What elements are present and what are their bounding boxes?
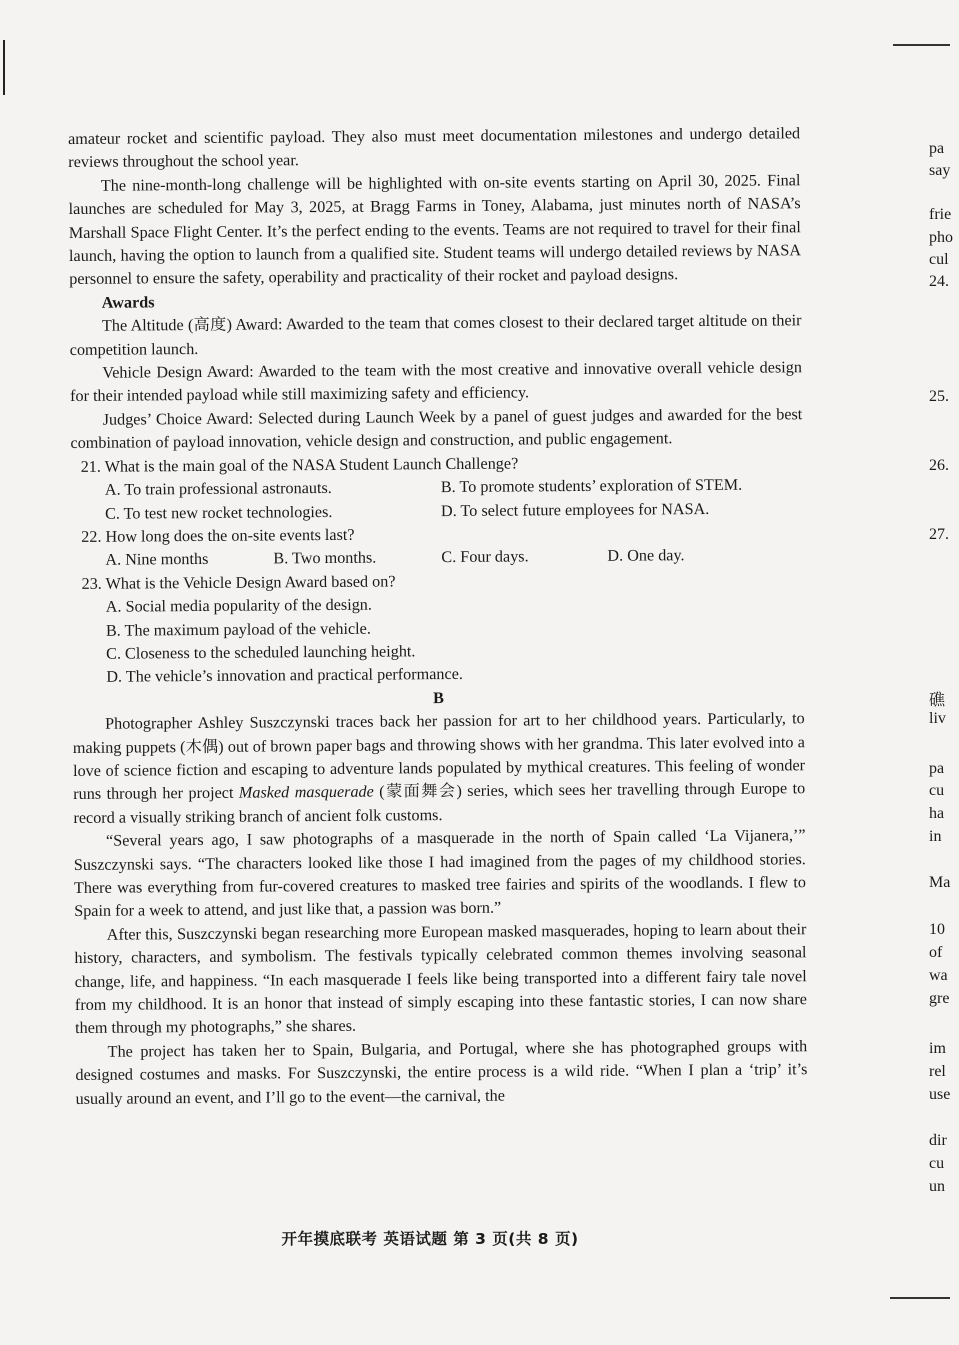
- margin-fragment: use: [929, 1086, 951, 1103]
- margin-fragment: of: [929, 944, 943, 961]
- page-content: [68, 122, 808, 1111]
- passage-a-paragraph: The nine-month-long challenge will be highlighted with on-site events starting on April 30, 2025. Final launches are scheduled for May 3, 2025, at Bragg Farms in Toney, Alabama, just minutes north of NASA’s Marshall Space Flight Center. It’s the perfect ending to the events. Teams are not required to travel for their final launch, having the option to launch from a qualified site. Student teams will undergo detailed reviews by NASA personnel to ensure the safety, operability and practicality of their rocket and payload designs.: [68, 171, 802, 289]
- option-b: B. The maximum payload of the vehicle.: [105, 619, 371, 640]
- margin-fragment: ha: [929, 805, 945, 822]
- margin-fragment: pa: [929, 140, 945, 157]
- option-b: B. Two months.: [273, 548, 377, 568]
- margin-fragment: cu: [929, 782, 945, 799]
- question-23: [71, 567, 804, 690]
- question-21: [71, 450, 804, 526]
- option-a: A. Social media popularity of the design.: [105, 595, 372, 616]
- series-title: Masked masquerade: [238, 782, 374, 803]
- margin-fragment: dir: [929, 1132, 947, 1149]
- award-altitude: The Altitude (高度) Award: Awarded to the team that comes closest to their declared target altitude on their competition launch.: [69, 311, 802, 359]
- passage-b-text: (蒙面舞会) series, which sees her travelling through Europe to record a visually striking branch of ancient folk customs.: [73, 779, 806, 827]
- margin-fragment: 礁: [929, 692, 946, 709]
- margin-fragment: liv: [929, 710, 946, 727]
- passage-b-paragraph: The project has taken her to Spain, Bulgaria, and Portugal, where she has photographed groups with designed costumes and masks. For Suszczynski, the entire process is a wild ride. “When I plan a ‘trip’ it’s usually around an event, and I’ll go to the event—the carnival, the: [75, 1037, 808, 1108]
- margin-fragment: cul: [929, 251, 949, 268]
- scan-edge-mark: [3, 40, 5, 95]
- option-c: C. Four days.: [441, 547, 529, 567]
- margin-fragment: 26.: [929, 457, 949, 474]
- awards-heading: Awards: [101, 293, 155, 312]
- margin-fragment: frie: [929, 206, 952, 223]
- question-options: [71, 473, 803, 526]
- question-stem: 21. What is the main goal of the NASA Student Launch Challenge?: [80, 454, 519, 476]
- question-options: [72, 590, 805, 689]
- margin-fragment: say: [929, 162, 951, 179]
- option-b: B. To promote students’ exploration of STEM.: [440, 475, 743, 497]
- passage-a-paragraph: amateur rocket and scientific payload. They also must meet documentation milestones and undergo detailed reviews throughout the school year.: [68, 124, 801, 172]
- option-d: D. To select future employees for NASA.: [440, 499, 710, 520]
- award-vehicle-design: Vehicle Design Award: Awarded to the team with the most creative and innovative overall vehicle design for their intended payload while still maximizing safety and efficiency.: [70, 358, 802, 406]
- passage-b-paragraph: [73, 707, 806, 830]
- margin-fragment: rel: [929, 1063, 946, 1080]
- option-d: D. The vehicle’s innovation and practical performance.: [106, 665, 463, 687]
- passage-b-paragraph: “Several years ago, I saw photographs of a masquerade in the north of Spain called ‘La Vijanera,’” Suszczynski says. “The characters looked like those I had imagined from the pages of my childhood stories. There was everything from fur-covered creatures to masked tree fairies and spirits of the woodlands. I flew to Spain for a week to attend, and just like that, a passion was born.”: [73, 826, 807, 921]
- award-judges-choice: Judges’ Choice Award: Selected during Launch Week by a panel of guest judges and awarded for the best combination of payload innovation, vehicle design and construction, and public engagement.: [70, 405, 803, 453]
- question-stem: 23. What is the Vehicle Design Award based on?: [81, 572, 396, 593]
- passage-b-text: Photographer Ashley Suszczynski traces back her passion for art to her childhood years. Particularly, to making puppets (木偶) out of brown paper bags and throwing shows with her grandma. This later evolved into a love of science fiction and escaping to adventure lands populated by mythical creatures. This feeling of wonder runs through her project: [72, 709, 806, 804]
- next-page-margin: [929, 0, 959, 1345]
- margin-fragment: gre: [929, 990, 950, 1007]
- margin-fragment: pa: [929, 760, 945, 777]
- margin-fragment: pho: [929, 229, 953, 246]
- page-footer: 开年摸底联考 英语试题 第 3 页(共 8 页): [281, 1230, 579, 1248]
- margin-fragment: im: [929, 1040, 946, 1057]
- margin-fragment: Ma: [929, 874, 951, 891]
- option-c: C. To test new rocket technologies.: [104, 502, 333, 523]
- section-label-b: B: [433, 688, 444, 707]
- question-22: [71, 520, 803, 573]
- option-a: A. Nine months: [105, 550, 209, 570]
- margin-fragment: 10: [929, 921, 945, 938]
- margin-fragment: un: [929, 1178, 945, 1195]
- passage-b-paragraph: After this, Suszczynski began researching more European masked masquerades, hoping to learn about their history, characters, and symbolism. The festivals typically celebrated common themes involving seasonal change, life, and happiness. “In each masquerade I feels like being transported into a different fairy tale novel from my childhood. It is an honor that instead of simply escaping into these fantastic stories, I can now share them through my photographs,” she shares.: [74, 920, 807, 1038]
- margin-fragment: 24.: [929, 273, 949, 290]
- margin-fragment: 27.: [929, 526, 949, 543]
- margin-fragment: 25.: [929, 388, 949, 405]
- option-a: A. To train professional astronauts.: [104, 479, 332, 499]
- question-stem: 22. How long does the on-site events last?: [81, 525, 355, 546]
- option-c: C. Closeness to the scheduled launching height.: [106, 642, 416, 663]
- option-d: D. One day.: [607, 546, 685, 566]
- margin-fragment: in: [929, 828, 942, 845]
- margin-fragment: cu: [929, 1155, 945, 1172]
- margin-fragment: wa: [929, 967, 948, 984]
